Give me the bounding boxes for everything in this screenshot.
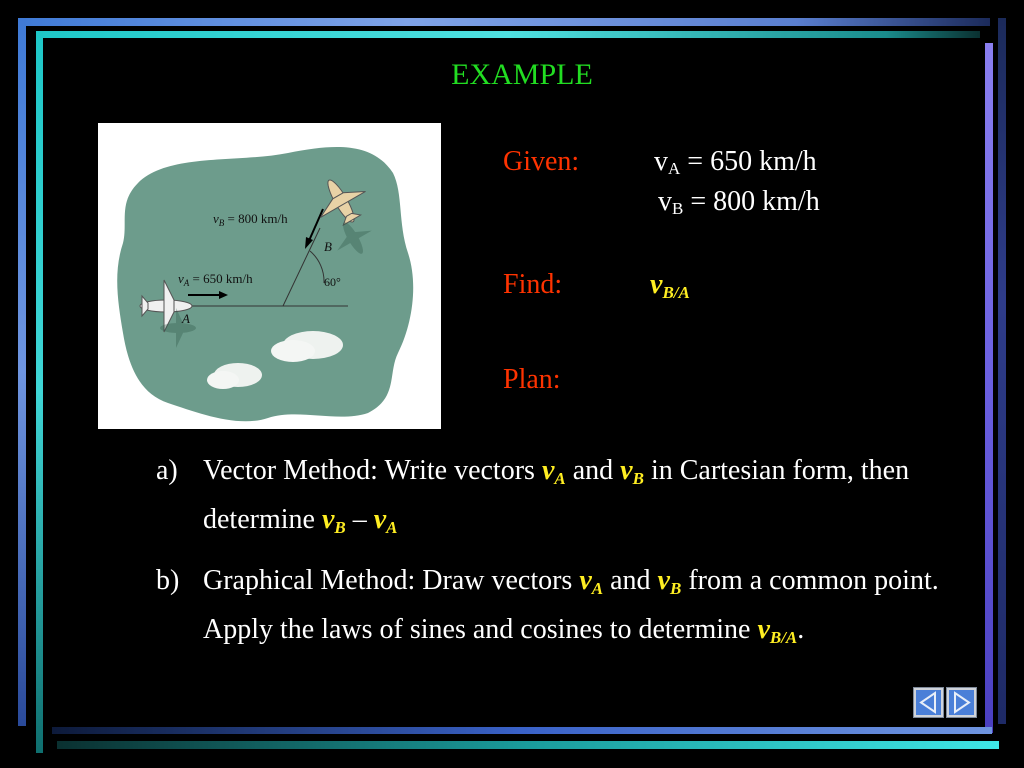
frame-bar-top [18, 18, 990, 26]
frame-bar-left-inner [36, 31, 43, 753]
frame-bar-bottom [52, 727, 992, 734]
given-va: $v_A = 650$ km/h [654, 146, 817, 178]
fig-angle: 60° [324, 275, 341, 289]
svg-text:vB = 800 km/h [213, 211, 288, 228]
slide-title: EXAMPLE [451, 58, 593, 91]
previous-slide-button[interactable] [913, 687, 944, 718]
fig-point-a: A [182, 311, 190, 326]
airplanes-illustration [98, 123, 441, 429]
fig-vb-var: v [213, 211, 219, 226]
given-label: Given: [503, 146, 580, 177]
fig-vb-text: = 800 km/h [224, 211, 288, 226]
fig-va-text: = 650 km/h [189, 271, 253, 286]
next-slide-button[interactable] [946, 687, 977, 718]
method-a-marker: a) [156, 455, 178, 486]
svg-text:vA = 650 km/h [178, 271, 253, 288]
frame-bar-bottom-inner [57, 741, 999, 749]
frame-bar-left [18, 18, 26, 726]
method-b-marker: b) [156, 565, 180, 596]
airplanes-figure [98, 123, 441, 429]
method-b [156, 560, 956, 690]
find-label: Find: [503, 269, 563, 300]
frame-bar-top-inner [36, 31, 980, 38]
fig-va-var: v [178, 271, 184, 286]
triangle-left-icon [916, 690, 941, 715]
frame-bar-right [998, 18, 1006, 724]
frame-bar-right-inner [985, 43, 993, 733]
fig-point-b: B [324, 239, 332, 254]
method-a [156, 450, 956, 540]
method-b-text: Graphical Method: Draw vectors $v_A$ and $v_B$ from a common point. Apply the laws of sines and cosines to determine $v_{B/A}$. [203, 565, 939, 647]
plan-label: Plan: [503, 364, 561, 395]
given-vb: $v_B = 800$ km/h [658, 186, 820, 218]
fig-va-sub: A [183, 278, 190, 288]
triangle-right-icon [949, 690, 974, 715]
fig-vb-sub: B [218, 218, 225, 228]
find-value: $v_{B/A}$ [650, 269, 690, 302]
method-a-text: Vector Method: Write vectors $v_A$ and $v_B$ in Cartesian form, then determine $v_B - v_A$ [203, 455, 910, 537]
